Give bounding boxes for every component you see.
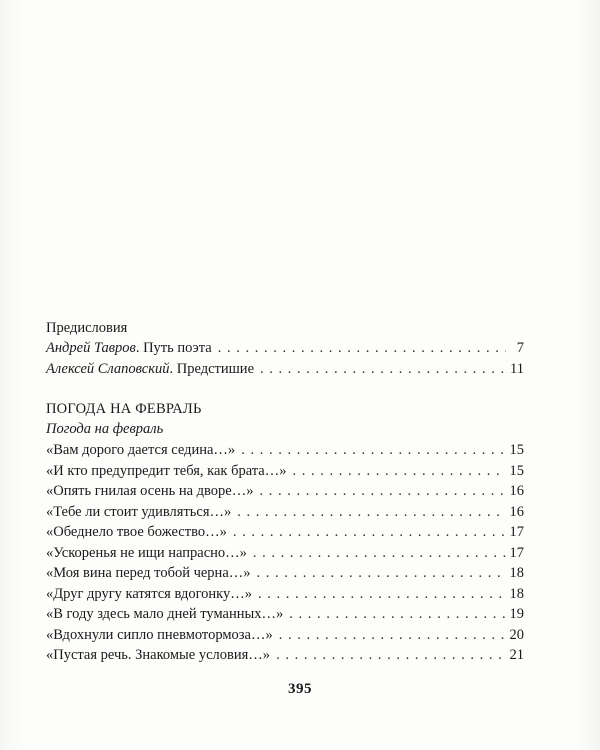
poem-title: «Обеднело твое божество…»	[46, 524, 227, 540]
poem-title: «Друг другу катятся вдогонку…»	[46, 585, 253, 602]
toc-entry-poem	[46, 502, 524, 523]
preface-author: Андрей Тавров	[46, 340, 136, 356]
dot-leader	[279, 625, 506, 646]
dot-leader	[260, 359, 506, 380]
page-number: 17	[509, 524, 524, 540]
page-number: 19	[509, 606, 524, 622]
poem-title: «Моя вина перед тобой черна…»	[46, 565, 251, 581]
toc-entry-poem	[46, 625, 524, 646]
poem-title: «Опять гнилая осень на дворе…»	[46, 483, 254, 499]
poem-title: «Вдохнули сипло пневмотормоза…»	[46, 626, 273, 643]
subsection-title: Погода на февраль	[46, 421, 164, 437]
dot-leader	[289, 604, 505, 625]
poem-title: «Пустая речь. Знакомые условия…»	[46, 647, 271, 663]
poem-title: «Ускоренья не ищи напрасно…»	[46, 544, 247, 561]
page-number: 7	[516, 340, 524, 356]
dot-leader	[218, 338, 506, 359]
poem-title: «И кто предупредит тебя, как брата…»	[46, 462, 287, 479]
page-number: 16	[509, 483, 524, 499]
page-number: 15	[509, 462, 524, 479]
toc-entry-poem	[46, 440, 524, 461]
prefaces-heading: Предисловия	[46, 320, 128, 336]
toc-entry-preface	[46, 359, 524, 380]
toc-entry-poem	[46, 522, 524, 543]
page-number: 16	[509, 503, 524, 520]
dot-leader	[258, 584, 505, 605]
dot-leader	[237, 502, 505, 523]
page-folio-number: 395	[288, 681, 312, 697]
dot-leader	[253, 543, 506, 564]
page-number: 15	[509, 442, 524, 458]
poem-title: «Тебе ли стоит удивляться…»	[46, 503, 232, 520]
page-number: 11	[510, 360, 524, 377]
page-number: 17	[509, 544, 524, 561]
table-of-contents	[46, 318, 524, 666]
toc-entry-poem	[46, 604, 524, 625]
toc-entry-poem	[46, 563, 524, 584]
toc-entry-poem	[46, 543, 524, 564]
dot-leader	[292, 461, 505, 482]
poem-title: «Вам дорого дается седина…»	[46, 442, 236, 458]
toc-entry-poem	[46, 481, 524, 502]
poem-title: «В году здесь мало дней туманных…»	[46, 606, 284, 622]
preface-author: Алексей Слаповский	[46, 360, 170, 377]
toc-entry-poem	[46, 584, 524, 605]
toc-entry-title	[46, 338, 212, 359]
page-number: 21	[509, 647, 524, 663]
toc-entry-poem	[46, 461, 524, 482]
page-number: 18	[509, 585, 524, 602]
dot-leader	[241, 440, 505, 461]
dot-leader	[276, 645, 505, 666]
preface-title: . Предстишие	[169, 360, 255, 377]
section-title: ПОГОДА НА ФЕВРАЛЬ	[46, 401, 202, 417]
page-number: 20	[509, 626, 524, 643]
dot-leader	[233, 522, 506, 543]
page-number: 18	[509, 565, 524, 581]
preface-title: . Путь поэта	[135, 340, 212, 356]
poem-list	[46, 440, 524, 666]
toc-entry-preface	[46, 338, 524, 359]
dot-leader	[257, 563, 506, 584]
toc-entry-poem	[46, 645, 524, 666]
dot-leader	[259, 481, 505, 502]
toc-entry-title	[46, 359, 254, 380]
